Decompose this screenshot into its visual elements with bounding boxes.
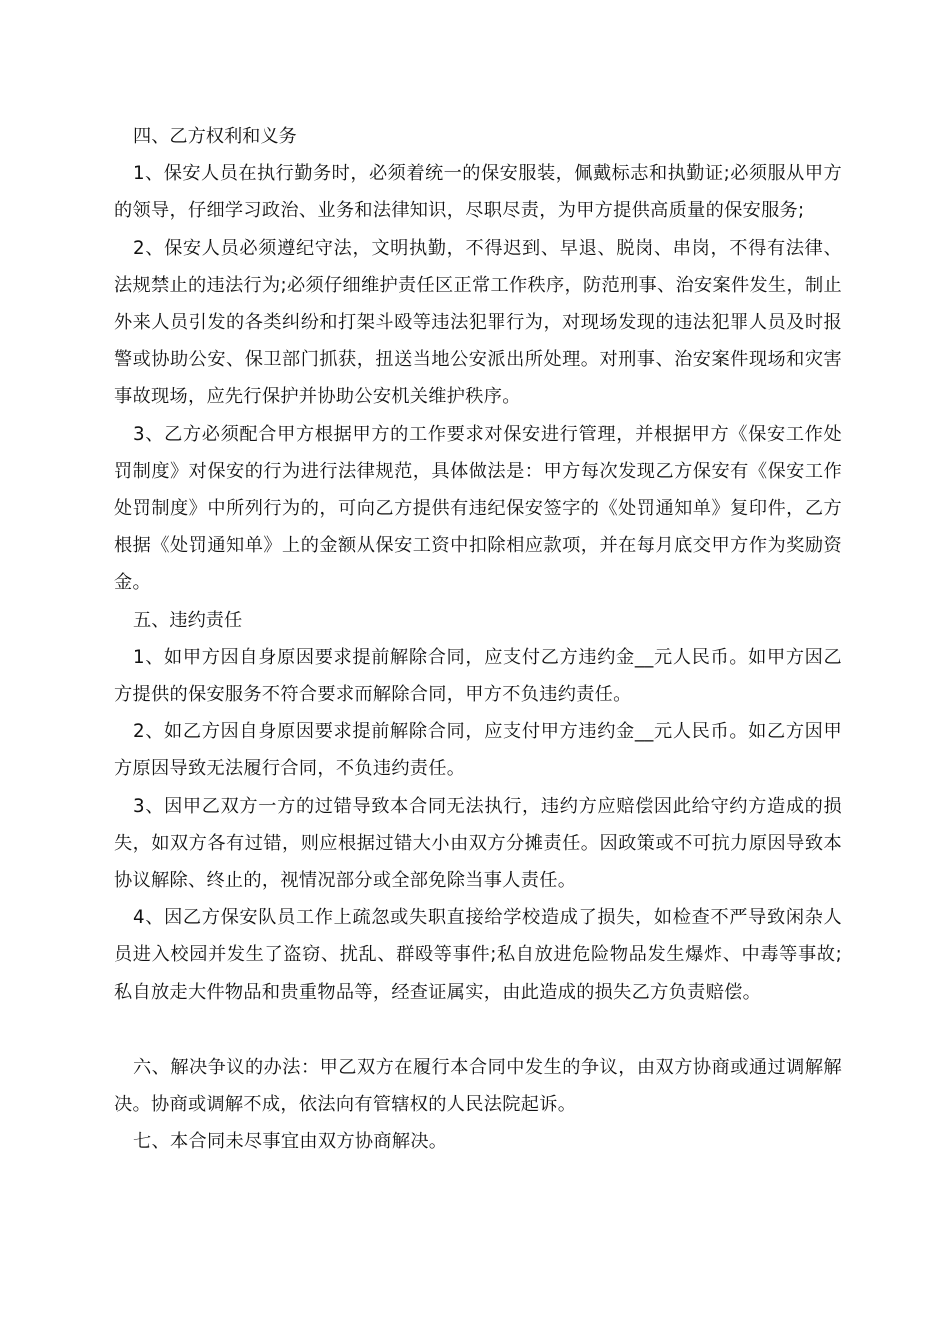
clause-6-dispute-resolution: 六、解决争议的办法：甲乙双方在履行本合同中发生的争议，由双方协商或通过调解解决。协商或调解不成，依法向有管辖权的人民法院起诉。 [114, 1056, 842, 1116]
clause-5-3: 3、因甲乙双方一方的过错导致本合同无法执行，违约方应赔偿因此给守约方造成的损失，如双方各有过错，则应根据过错大小由双方分摊责任。因政策或不可抗力原因导致本协议解除、终止的，视情况部分或全部免除当事人责任。 [114, 795, 842, 892]
clause-5-1: 1、如甲方因自身原因要求提前解除合同，应支付乙方违约金__元人民币。如甲方因乙方提供的保安服务不符合要求而解除合同，甲方不负违约责任。 [114, 646, 842, 706]
clause-7-other-matters: 七、本合同未尽事宜由双方协商解决。 [133, 1131, 448, 1153]
section-heading-breach-liability: 五、违约责任 [133, 609, 243, 631]
clause-4-2: 2、保安人员必须遵纪守法，文明执勤，不得迟到、早退、脱岗、串岗，不得有法律、法规禁止的违法行为;必须仔细维护责任区正常工作秩序，防范刑事、治安案件发生，制止外来人员引发的各类纠纷和打架斗殴等违法犯罪行为，对现场发现的违法犯罪人员及时报警或协助公安、保卫部门抓获，扭送当地公安派出所处理。对刑事、治安案件现场和灾害事故现场，应先行保护并协助公安机关维护秩序。 [114, 237, 842, 408]
clause-4-1: 1、保安人员在执行勤务时，必须着统一的保安服装，佩戴标志和执勤证;必须服从甲方的领导，仔细学习政治、业务和法律知识，尽职尽责，为甲方提供高质量的保安服务; [114, 163, 842, 222]
document-body [114, 118, 842, 1160]
clause-5-2: 2、如乙方因自身原因要求提前解除合同，应支付甲方违约金__元人民币。如乙方因甲方原因导致无法履行合同，不负违约责任。 [114, 721, 842, 780]
clause-4-3: 3、乙方必须配合甲方根据甲方的工作要求对保安进行管理，并根据甲方《保安工作处罚制度》对保安的行为进行法律规范，具体做法是：甲方每次发现乙方保安有《保安工作处罚制度》中所列行为的，可向乙方提供有违纪保安签字的《处罚通知单》复印件，乙方根据《处罚通知单》上的金额从保安工资中扣除相应款项，并在每月底交甲方作为奖励资金。 [114, 423, 842, 594]
section-heading-party-b-rights: 四、乙方权利和义务 [133, 126, 297, 147]
paragraph-gap [114, 1011, 842, 1049]
clause-5-4: 4、因乙方保安队员工作上疏忽或失职直接给学校造成了损失，如检查不严导致闲杂人员进入校园并发生了盗窃、扰乱、群殴等事件;私自放进危险物品发生爆炸、中毒等事故;私自放走大件物品和贵重物品等，经查证属实，由此造成的损失乙方负责赔偿。 [114, 907, 842, 1003]
